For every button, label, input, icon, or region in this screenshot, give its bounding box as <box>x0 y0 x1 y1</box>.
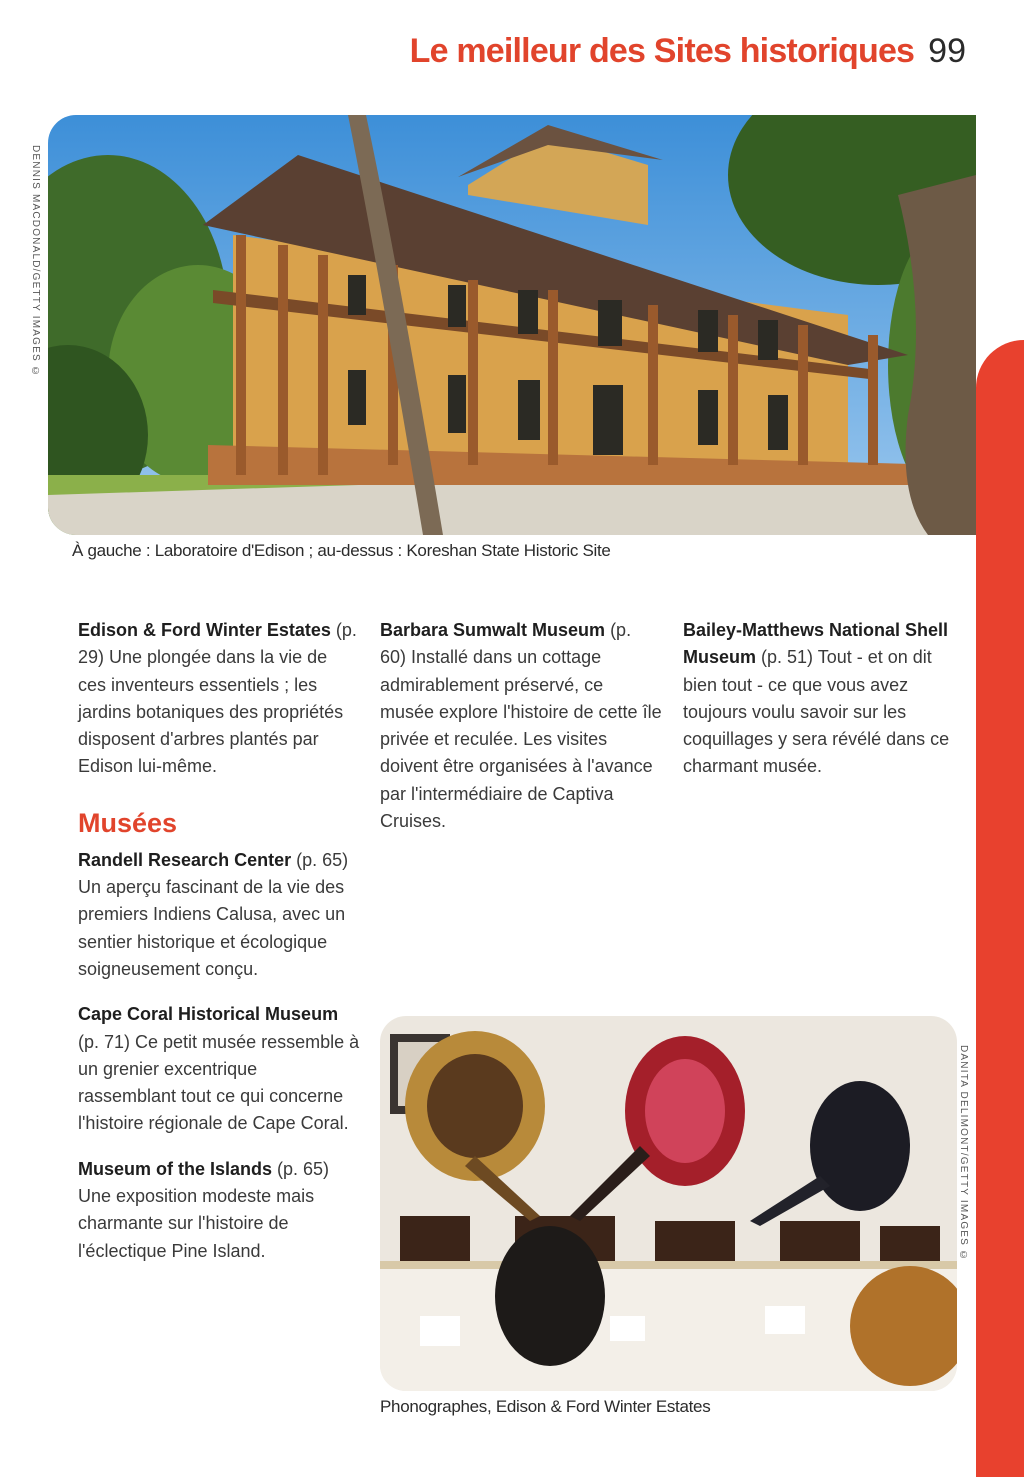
column-2 <box>380 617 662 853</box>
entry-title: Edison & Ford Winter Estates <box>78 620 336 640</box>
entry-text: (p. 51) Tout - et on dit bien tout - ce que vous avez toujours voulu savoir sur les coquillages y sera révélé dans ce charmant musée. <box>683 647 950 777</box>
entry-text: (p. 29) Une plongée dans la vie de ces inventeurs essentiels ; les jardins botaniques des propriétés disposent d'arbres plantés par Edison lui-même. <box>78 620 357 777</box>
section-heading-musees: Musées <box>78 807 178 838</box>
entry-edison-ford <box>78 617 360 781</box>
entry-text: (p. 65) Une exposition modeste mais charmante sur l'histoire de l'éclectique Pine Island. <box>78 1158 330 1261</box>
entry-cape-coral <box>78 1001 360 1137</box>
column-1 <box>78 617 360 1283</box>
photo-credit-top: DENNIS MACDONALD/GETTY IMAGES © <box>30 145 41 379</box>
entry-text: (p. 71) Ce petit musée ressemble à un grenier excentrique rassemblant tout ce qui concerne l'histoire régionale de Cape Coral. <box>78 1031 360 1134</box>
side-color-tab <box>976 340 1024 1477</box>
phonographs-illustration <box>380 1016 957 1391</box>
top-photo-caption: À gauche : Laboratoire d'Edison ; au-dessus : Koreshan State Historic Site <box>72 541 611 560</box>
entry-title: Barbara Sumwalt Museum <box>380 620 611 640</box>
entry-text: (p. 65) Un aperçu fascinant de la vie des premiers Indiens Calusa, avec un sentier historique et écologique soigneusement conçu. <box>78 849 349 979</box>
house-illustration <box>48 115 976 535</box>
page-header <box>410 32 966 71</box>
entry-barbara-sumwalt <box>380 617 662 835</box>
bottom-photo-caption: Phonographes, Edison & Ford Winter Estates <box>380 1397 711 1416</box>
photo-credit-bottom: DANITA DELIMONT/GETTY IMAGES © <box>958 1045 969 1263</box>
entry-title: Museum of the Islands <box>78 1158 278 1179</box>
entry-title: Bailey-Matthews National Shell Museum <box>683 620 949 668</box>
entry-museum-islands <box>78 1156 360 1265</box>
entry-text: (p. 60) Installé dans un cottage admirablement préservé, ce musée explore l'histoire de cette île privée et reculée. Les visites doivent être organisées à l'avance par l'intermédiaire de Captiva Cruises. <box>380 620 662 832</box>
koreshan-house-photo <box>48 115 976 535</box>
entry-title: Cape Coral Historical Museum <box>78 1004 339 1025</box>
entry-randell <box>78 847 360 983</box>
entry-bailey-matthews <box>683 617 965 781</box>
page-title: Le meilleur des Sites historiques <box>409 32 915 70</box>
page-number: 99 <box>928 32 966 70</box>
phonographs-photo <box>380 1016 957 1391</box>
entry-title: Randell Research Center <box>78 849 297 870</box>
column-3 <box>683 617 965 799</box>
